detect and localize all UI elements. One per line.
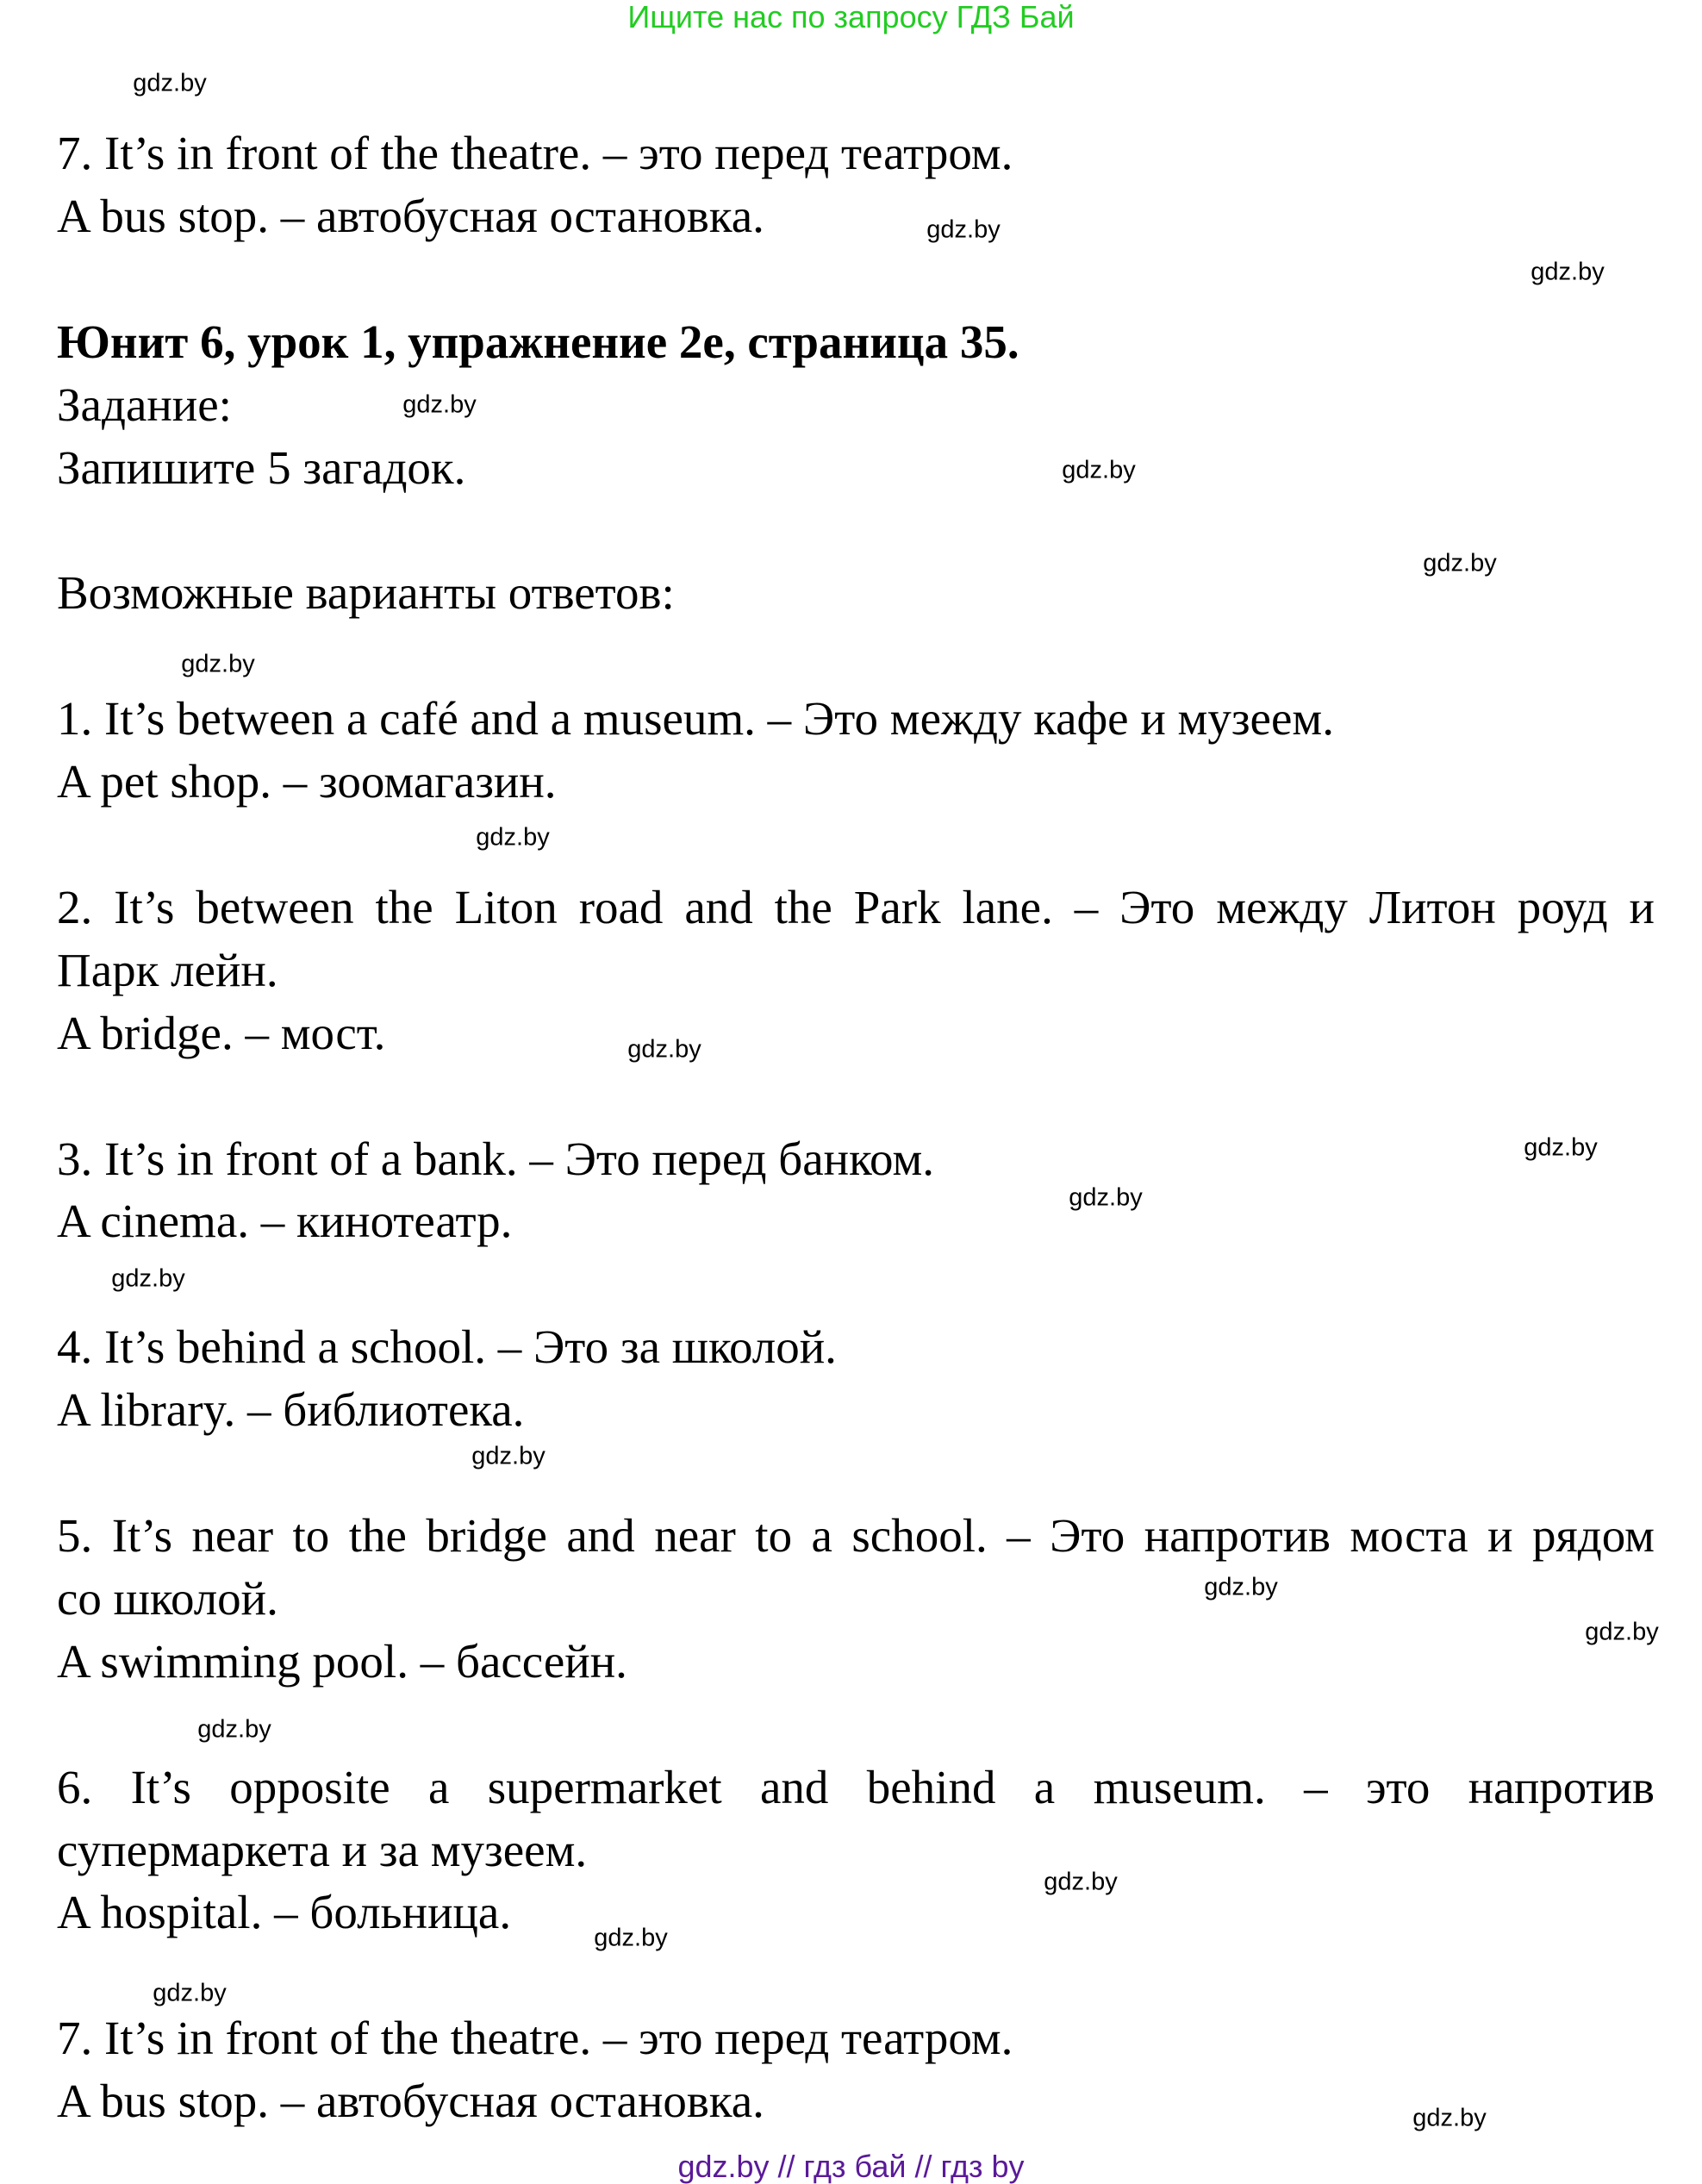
answer-2-question-cont: Парк лейн. [57,944,278,996]
watermark: gdz.by [476,823,550,852]
answer-7-answer: A bus stop. – автобусная остановка. [57,2075,764,2127]
watermark: gdz.by [181,650,255,678]
answer-4-answer: A library. – библиотека. [57,1383,525,1436]
watermark: gdz.by [1204,1573,1278,1601]
watermark: gdz.by [594,1924,668,1952]
watermark: gdz.by [1412,2104,1487,2132]
watermark: gdz.by [1585,1618,1659,1646]
answer-1-answer: A pet shop. – зоомагазин. [57,755,557,808]
answer-4-question: 4. It’s behind a school. – Это за школой. [57,1320,837,1373]
answer-6-question: 6. It’s opposite a supermarket and behind a museum. – это напротив [57,1761,1655,1813]
watermark: gdz.by [926,215,1001,244]
exercise-heading: Юнит 6, урок 1, упражнение 2е, страница 35. [57,315,1019,368]
previous-answer-7: A bus stop. – автобусная остановка. [57,190,764,242]
watermark: gdz.by [627,1035,701,1064]
answer-5-question-cont: со школой. [57,1572,278,1625]
watermark: gdz.by [1069,1183,1143,1212]
task-label: Задание: [57,378,232,431]
watermark: gdz.by [133,69,207,97]
footer-banner[interactable]: gdz.by // гдз бай // гдз by [677,2149,1025,2184]
answer-7-question: 7. It’s in front of the theatre. – это перед театром. [57,2012,1013,2064]
answer-5-answer: A swimming pool. – бассейн. [57,1635,627,1688]
watermark: gdz.by [1423,549,1497,577]
task-text: Запишите 5 загадок. [57,441,466,494]
answer-3-answer: A cinema. – кинотеатр. [57,1195,513,1247]
answer-6-answer: A hospital. – больница. [57,1886,512,1938]
watermark: gdz.by [1044,1868,1118,1896]
watermark: gdz.by [197,1715,271,1744]
watermark: gdz.by [1062,456,1136,484]
watermark: gdz.by [1531,258,1605,286]
answer-1-question: 1. It’s between a café and a museum. – Это между кафе и музеем. [57,692,1334,745]
watermark: gdz.by [1524,1133,1598,1162]
previous-question-7: 7. It’s in front of the theatre. – это перед театром. [57,127,1013,179]
header-banner[interactable]: Ищите нас по запросу ГДЗ Бай [627,0,1075,34]
answer-5-question: 5. It’s near to the bridge and near to a school. – Это напротив моста и рядом [57,1509,1655,1562]
watermark: gdz.by [402,390,477,419]
answer-6-question-cont: супермаркета и за музеем. [57,1824,588,1876]
watermark: gdz.by [153,1979,227,2007]
answer-3-question: 3. It’s in front of a bank. – Это перед банком. [57,1133,935,1185]
answers-label: Возможные варианты ответов: [57,566,675,619]
watermark: gdz.by [111,1264,185,1293]
answer-2-question: 2. It’s between the Liton road and the Park lane. – Это между Литон роуд и [57,881,1655,933]
watermark: gdz.by [471,1442,546,1470]
answer-2-answer: A bridge. – мост. [57,1007,386,1059]
